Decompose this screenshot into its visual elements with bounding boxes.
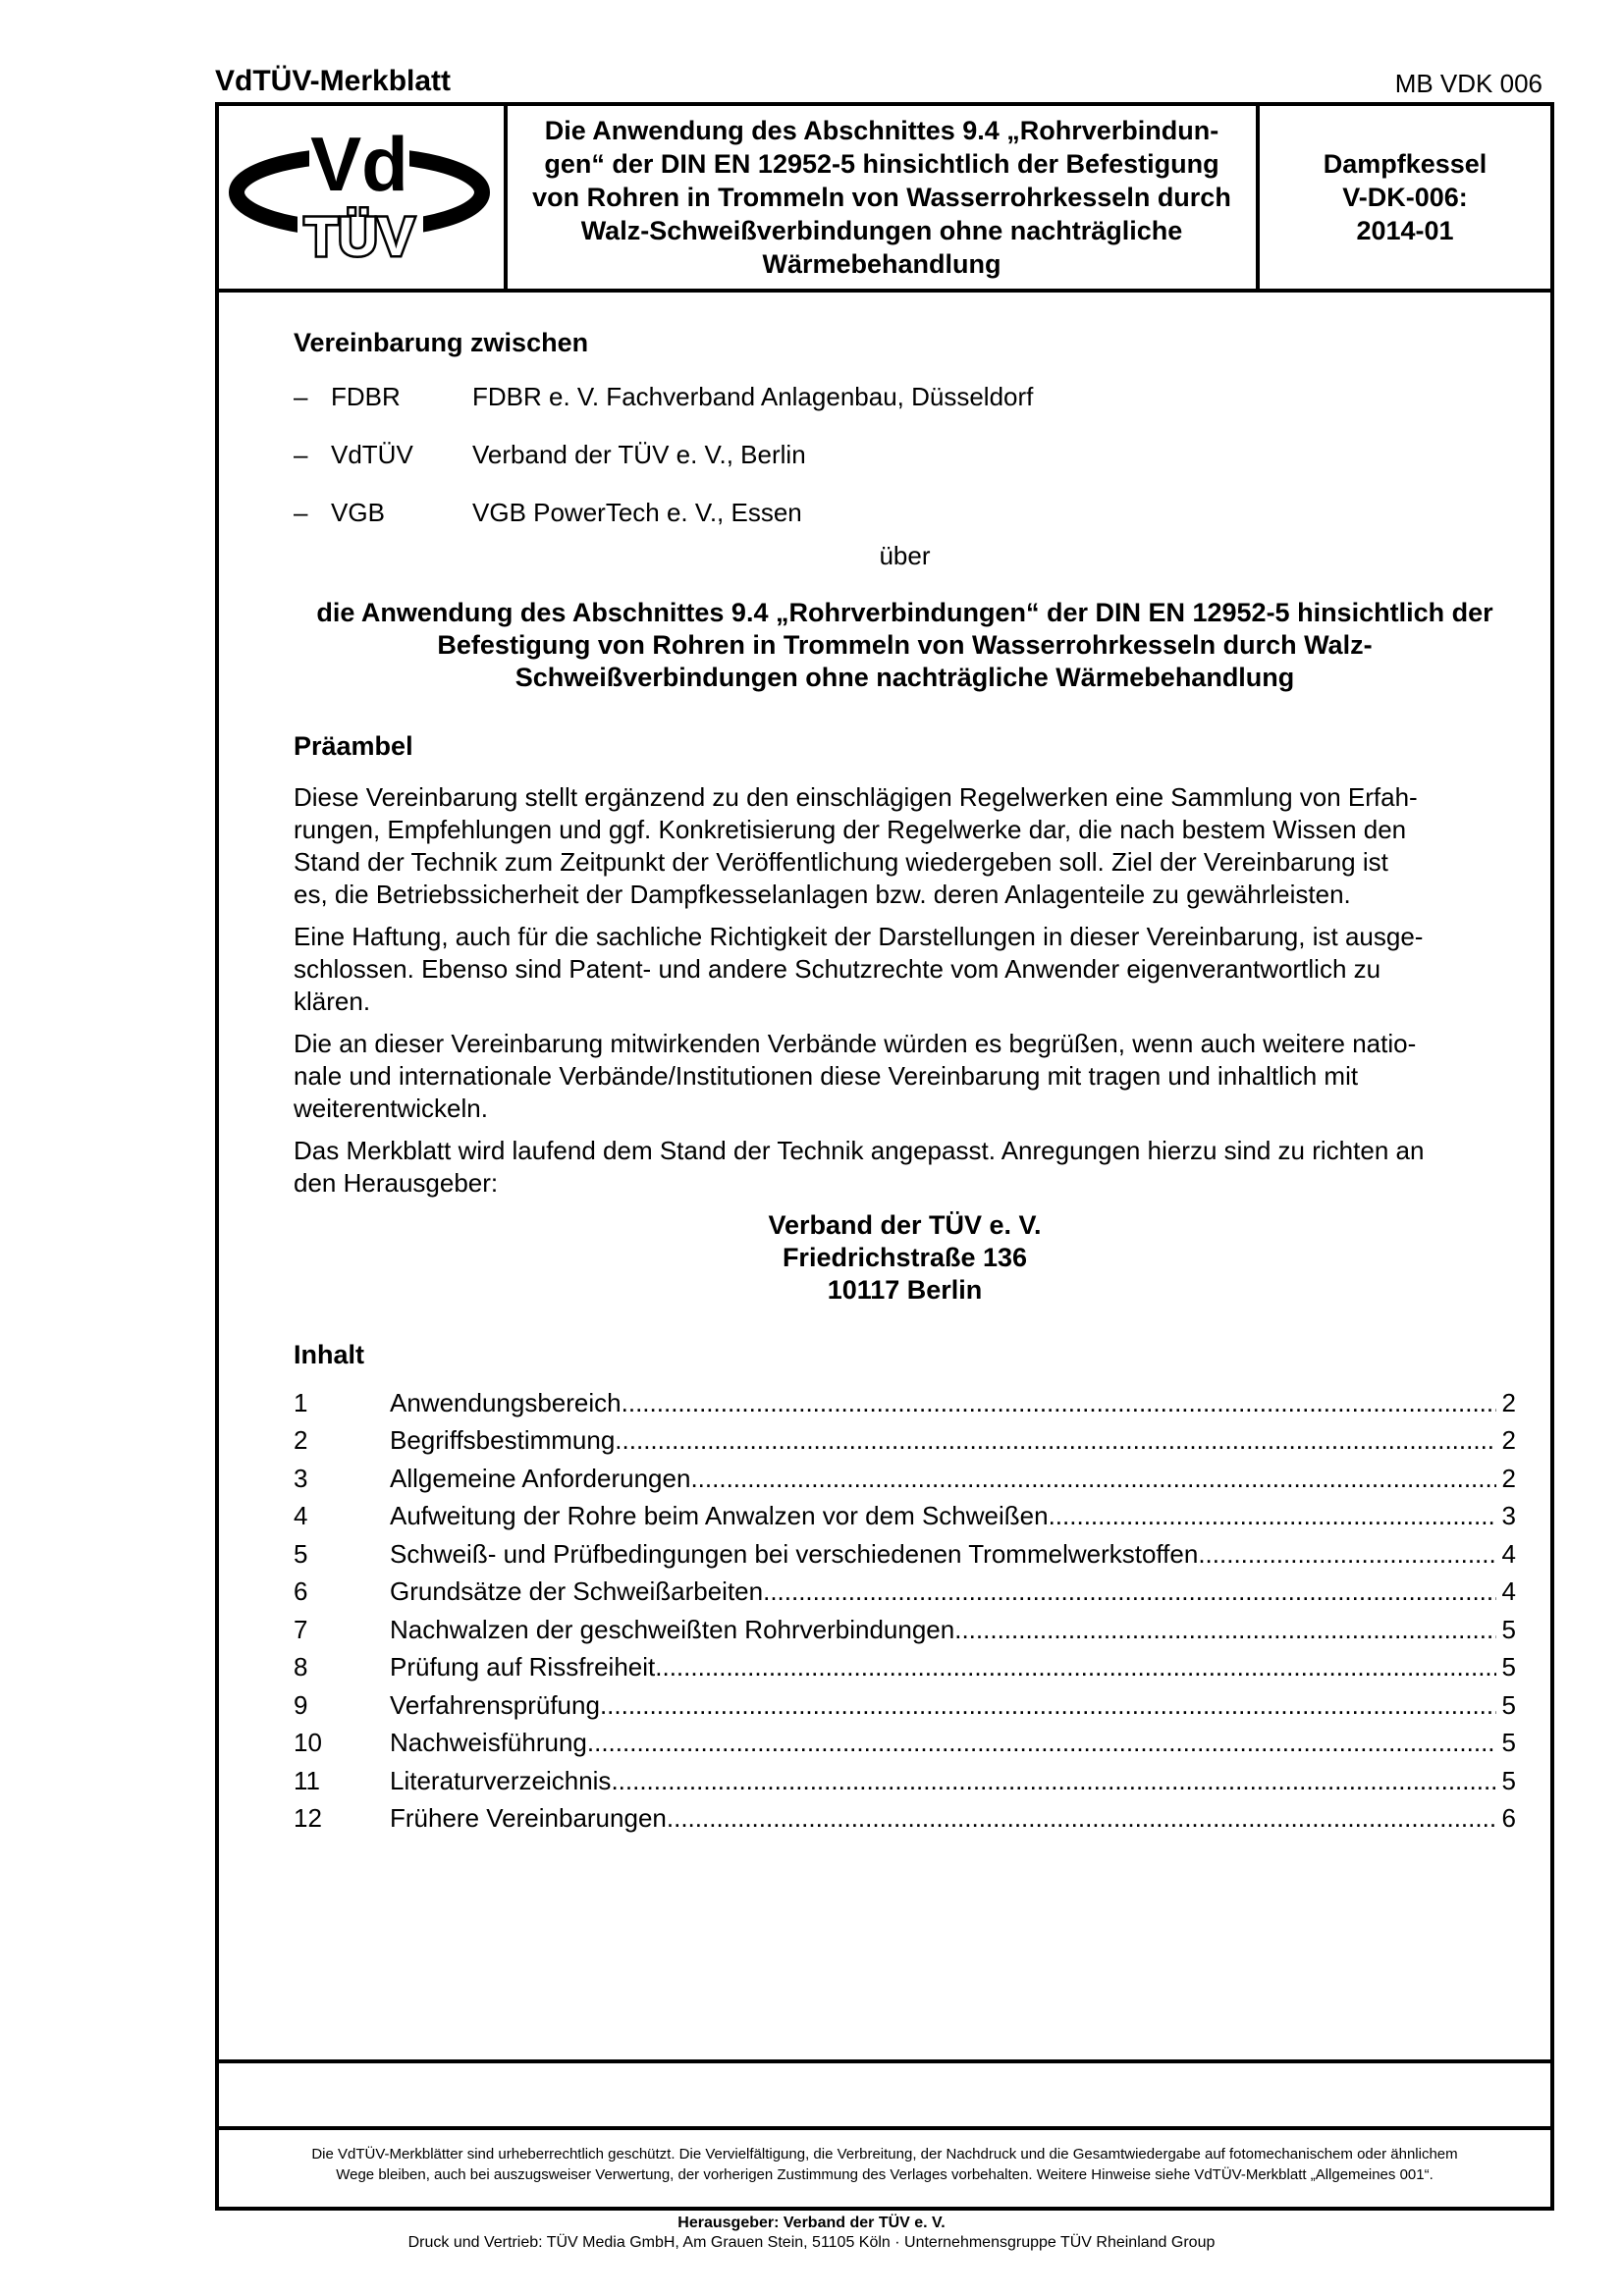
title-line: Wärmebehandlung — [762, 249, 1001, 279]
footer-distribution: Druck und Vertrieb: TÜV Media GmbH, Am Grauen Stein, 51105 Köln · Unternehmensgruppe TÜV Rheinland Group — [407, 2234, 1216, 2251]
toc-item-title — [390, 1464, 1496, 1494]
logo-cell — [219, 106, 508, 289]
party-abbr: VGB — [331, 498, 385, 527]
para-line: klären. — [294, 987, 371, 1016]
toc-item-label: Literaturverzeichnis — [390, 1765, 612, 1795]
title-line: von Rohren in Trommeln von Wasserrohrkesseln durch — [532, 183, 1231, 212]
para-line: schlossen. Ebenso sind Patent- und andere Schutzrechte vom Anwender eigenverantwortlich zu — [294, 954, 1381, 984]
copyright-line: Wege bleiben, auch bei auszugsweiser Verwertung, der vorherigen Zustimmung des Verlages vorbehalten. Weitere Hinweise siehe VdTÜV-Merkblatt „Allgemeines 001“. — [336, 2166, 1434, 2183]
party-dash: – — [294, 440, 308, 469]
toc-leader-dots — [600, 1690, 1496, 1721]
toc-item-label: Begriffsbestimmung — [390, 1425, 616, 1455]
toc-heading: Inhalt — [294, 1340, 364, 1369]
toc-item[interactable] — [294, 1418, 1516, 1457]
toc-leader-dots — [690, 1464, 1496, 1494]
preamble-heading: Präambel — [294, 731, 413, 761]
preamble-paragraph — [294, 781, 1516, 911]
document-title — [508, 106, 1260, 289]
toc-item[interactable] — [294, 1456, 1516, 1494]
toc-item-page: 5 — [1501, 1765, 1516, 1795]
page-frame — [215, 102, 1554, 2211]
toc-item-page: 3 — [1501, 1501, 1516, 1530]
toc-item-label: Prüfung auf Rissfreiheit — [390, 1652, 656, 1682]
subject-line: Befestigung von Rohren in Trommeln von Wasserrohrkesseln durch Walz- — [437, 630, 1373, 660]
toc-item[interactable] — [294, 1380, 1516, 1418]
toc-item-number: 4 — [294, 1501, 308, 1530]
toc-item-label: Grundsätze der Schweißarbeiten — [390, 1576, 764, 1606]
toc-item-page: 4 — [1501, 1576, 1516, 1606]
ueber-text: über — [879, 541, 931, 570]
title-line: gen“ der DIN EN 12952-5 hinsichtlich der Befestigung — [544, 149, 1219, 179]
toc-leader-dots — [611, 1766, 1496, 1796]
subject-line: Schweißverbindungen ohne nachträgliche Wärmebehandlung — [514, 663, 1295, 692]
code-line: Dampfkessel — [1323, 149, 1488, 179]
toc-item-title — [390, 1501, 1496, 1531]
party-row — [294, 498, 1516, 541]
toc-item-number: 10 — [294, 1728, 322, 1757]
party-name: FDBR e. V. Fachverband Anlagenbau, Düsseldorf — [472, 382, 1034, 411]
toc-item-label: Schweiß- und Prüfbedingungen bei verschiedenen Trommelwerkstoffen — [390, 1538, 1199, 1569]
publisher-address — [294, 1209, 1516, 1307]
party-abbr: FDBR — [331, 382, 401, 411]
toc-leader-dots — [622, 1388, 1496, 1418]
toc-leader-dots — [1049, 1501, 1496, 1531]
toc-item[interactable] — [294, 1570, 1516, 1608]
toc-item-title — [390, 1539, 1496, 1570]
toc-item-label: Verfahrensprüfung — [390, 1689, 600, 1720]
toc-item-label: Anwendungsbereich — [390, 1387, 622, 1417]
footer-publisher: Herausgeber: Verband der TÜV e. V. — [677, 2215, 946, 2231]
toc-item-page: 5 — [1501, 1614, 1516, 1644]
party-dash: – — [294, 498, 308, 527]
main-content — [294, 322, 1516, 1834]
toc-item-number: 2 — [294, 1425, 308, 1455]
address-line: 10117 Berlin — [827, 1275, 983, 1305]
toc-item-page: 5 — [1501, 1728, 1516, 1757]
subject-line: die Anwendung des Abschnittes 9.4 „Rohrverbindungen“ der DIN EN 12952-5 hinsichtlich der — [316, 598, 1493, 627]
toc-item[interactable] — [294, 1645, 1516, 1683]
toc-item-title — [390, 1766, 1496, 1796]
toc-item[interactable] — [294, 1494, 1516, 1532]
toc-leader-dots — [667, 1803, 1496, 1834]
agreement-heading: Vereinbarung zwischen — [294, 328, 589, 357]
toc-item-title — [390, 1388, 1496, 1418]
vdtuev-logo-icon — [219, 106, 500, 289]
toc-item-number: 1 — [294, 1387, 308, 1417]
toc-item-number: 7 — [294, 1614, 308, 1644]
toc-item[interactable] — [294, 1796, 1516, 1835]
para-line: nale und internationale Verbände/Institutionen diese Vereinbarung mit tragen und inhaltlich mit — [294, 1061, 1359, 1091]
toc-leader-dots — [655, 1652, 1496, 1682]
para-line: weiterentwickeln. — [294, 1094, 488, 1123]
copyright-notice — [219, 2144, 1550, 2185]
table-of-contents — [294, 1380, 1516, 1834]
doc-type: VdTÜV-Merkblatt — [215, 65, 452, 97]
party-name: Verband der TÜV e. V., Berlin — [472, 440, 806, 469]
toc-leader-dots — [587, 1728, 1496, 1758]
logo-text-bottom: TÜV — [304, 205, 414, 267]
address-line: Friedrichstraße 136 — [782, 1243, 1028, 1272]
divider — [219, 2059, 1550, 2063]
copyright-line: Die VdTÜV-Merkblätter sind urheberrechtlich geschützt. Die Vervielfältigung, die Verbreitung, der Nachdruck und die Gesamtwiedergabe auf fotomechanischem oder ähnlichem — [311, 2146, 1458, 2163]
para-line: es, die Betriebssicherheit der Dampfkesselanlagen bzw. deren Anlagenteile zu gewährleisten. — [294, 880, 1351, 909]
toc-item[interactable] — [294, 1607, 1516, 1645]
preamble-paragraph — [294, 921, 1516, 1018]
toc-item-page: 5 — [1501, 1689, 1516, 1720]
party-dash: – — [294, 382, 308, 411]
logo-text-top: Vd — [310, 121, 408, 207]
toc-item[interactable] — [294, 1531, 1516, 1570]
party-abbr: VdTÜV — [331, 440, 413, 469]
toc-item-page: 2 — [1501, 1425, 1516, 1455]
toc-item-page: 4 — [1501, 1538, 1516, 1569]
divider — [219, 2126, 1550, 2130]
toc-item[interactable] — [294, 1758, 1516, 1796]
toc-item-title — [390, 1652, 1496, 1682]
address-line: Verband der TÜV e. V. — [768, 1210, 1042, 1240]
toc-item-number: 3 — [294, 1463, 308, 1493]
toc-item-label: Allgemeine Anforderungen — [390, 1463, 691, 1493]
para-line: den Herausgeber: — [294, 1168, 499, 1198]
toc-item-number: 5 — [294, 1538, 308, 1569]
toc-item[interactable] — [294, 1682, 1516, 1721]
toc-item-title — [390, 1425, 1496, 1456]
toc-leader-dots — [615, 1425, 1496, 1456]
toc-leader-dots — [763, 1576, 1496, 1607]
doc-id: MB VDK 006 — [1394, 69, 1542, 98]
para-line: Stand der Technik zum Zeitpunkt der Veröffentlichung wiedergeben soll. Ziel der Vereinbarung ist — [294, 847, 1388, 877]
toc-leader-dots — [954, 1615, 1496, 1645]
toc-item-title — [390, 1690, 1496, 1721]
para-line: Das Merkblatt wird laufend dem Stand der Technik angepasst. Anregungen hierzu sind zu richten an — [294, 1136, 1425, 1165]
toc-item-label: Frühere Vereinbarungen — [390, 1803, 667, 1833]
toc-item-title — [390, 1728, 1496, 1758]
toc-item-page: 2 — [1501, 1463, 1516, 1493]
toc-item-label: Nachwalzen der geschweißten Rohrverbindungen — [390, 1614, 955, 1644]
toc-item-number: 8 — [294, 1652, 308, 1682]
toc-item-number: 9 — [294, 1689, 308, 1720]
toc-item-label: Aufweitung der Rohre beim Anwalzen vor dem Schweißen — [390, 1501, 1049, 1530]
toc-leader-dots — [1198, 1539, 1496, 1570]
code-line: 2014-01 — [1356, 216, 1454, 245]
preamble-paragraph — [294, 1028, 1516, 1125]
party-row — [294, 440, 1516, 498]
toc-item-page: 2 — [1501, 1387, 1516, 1417]
party-row — [294, 382, 1516, 440]
document-code — [1260, 106, 1550, 289]
header-table — [219, 106, 1550, 293]
code-line: V-DK-006: — [1342, 183, 1468, 212]
para-line: Diese Vereinbarung stellt ergänzend zu den einschlägigen Regelwerken eine Sammlung von Erfah- — [294, 782, 1418, 812]
para-line: rungen, Empfehlungen und ggf. Konkretisierung der Regelwerke dar, die nach bestem Wissen den — [294, 815, 1407, 844]
party-name: VGB PowerTech e. V., Essen — [472, 498, 802, 527]
toc-item-number: 11 — [294, 1765, 320, 1795]
toc-item-page: 5 — [1501, 1652, 1516, 1682]
toc-item-number: 12 — [294, 1803, 322, 1833]
toc-item[interactable] — [294, 1721, 1516, 1759]
title-line: Die Anwendung des Abschnittes 9.4 „Rohrverbindun- — [544, 116, 1219, 145]
toc-item-title — [390, 1803, 1496, 1834]
preamble-paragraph — [294, 1135, 1516, 1200]
agreement-subject — [294, 597, 1516, 694]
toc-item-number: 6 — [294, 1576, 308, 1606]
toc-item-label: Nachweisführung — [390, 1728, 587, 1757]
toc-item-title — [390, 1576, 1496, 1607]
toc-item-title — [390, 1615, 1496, 1645]
toc-item-page: 6 — [1501, 1803, 1516, 1833]
para-line: Die an dieser Vereinbarung mitwirkenden Verbände würden es begrüßen, wenn auch weitere natio- — [294, 1029, 1417, 1058]
para-line: Eine Haftung, auch für die sachliche Richtigkeit der Darstellungen in dieser Vereinbarung, ist ausge- — [294, 922, 1424, 951]
title-line: Walz-Schweißverbindungen ohne nachträgliche — [580, 216, 1183, 245]
